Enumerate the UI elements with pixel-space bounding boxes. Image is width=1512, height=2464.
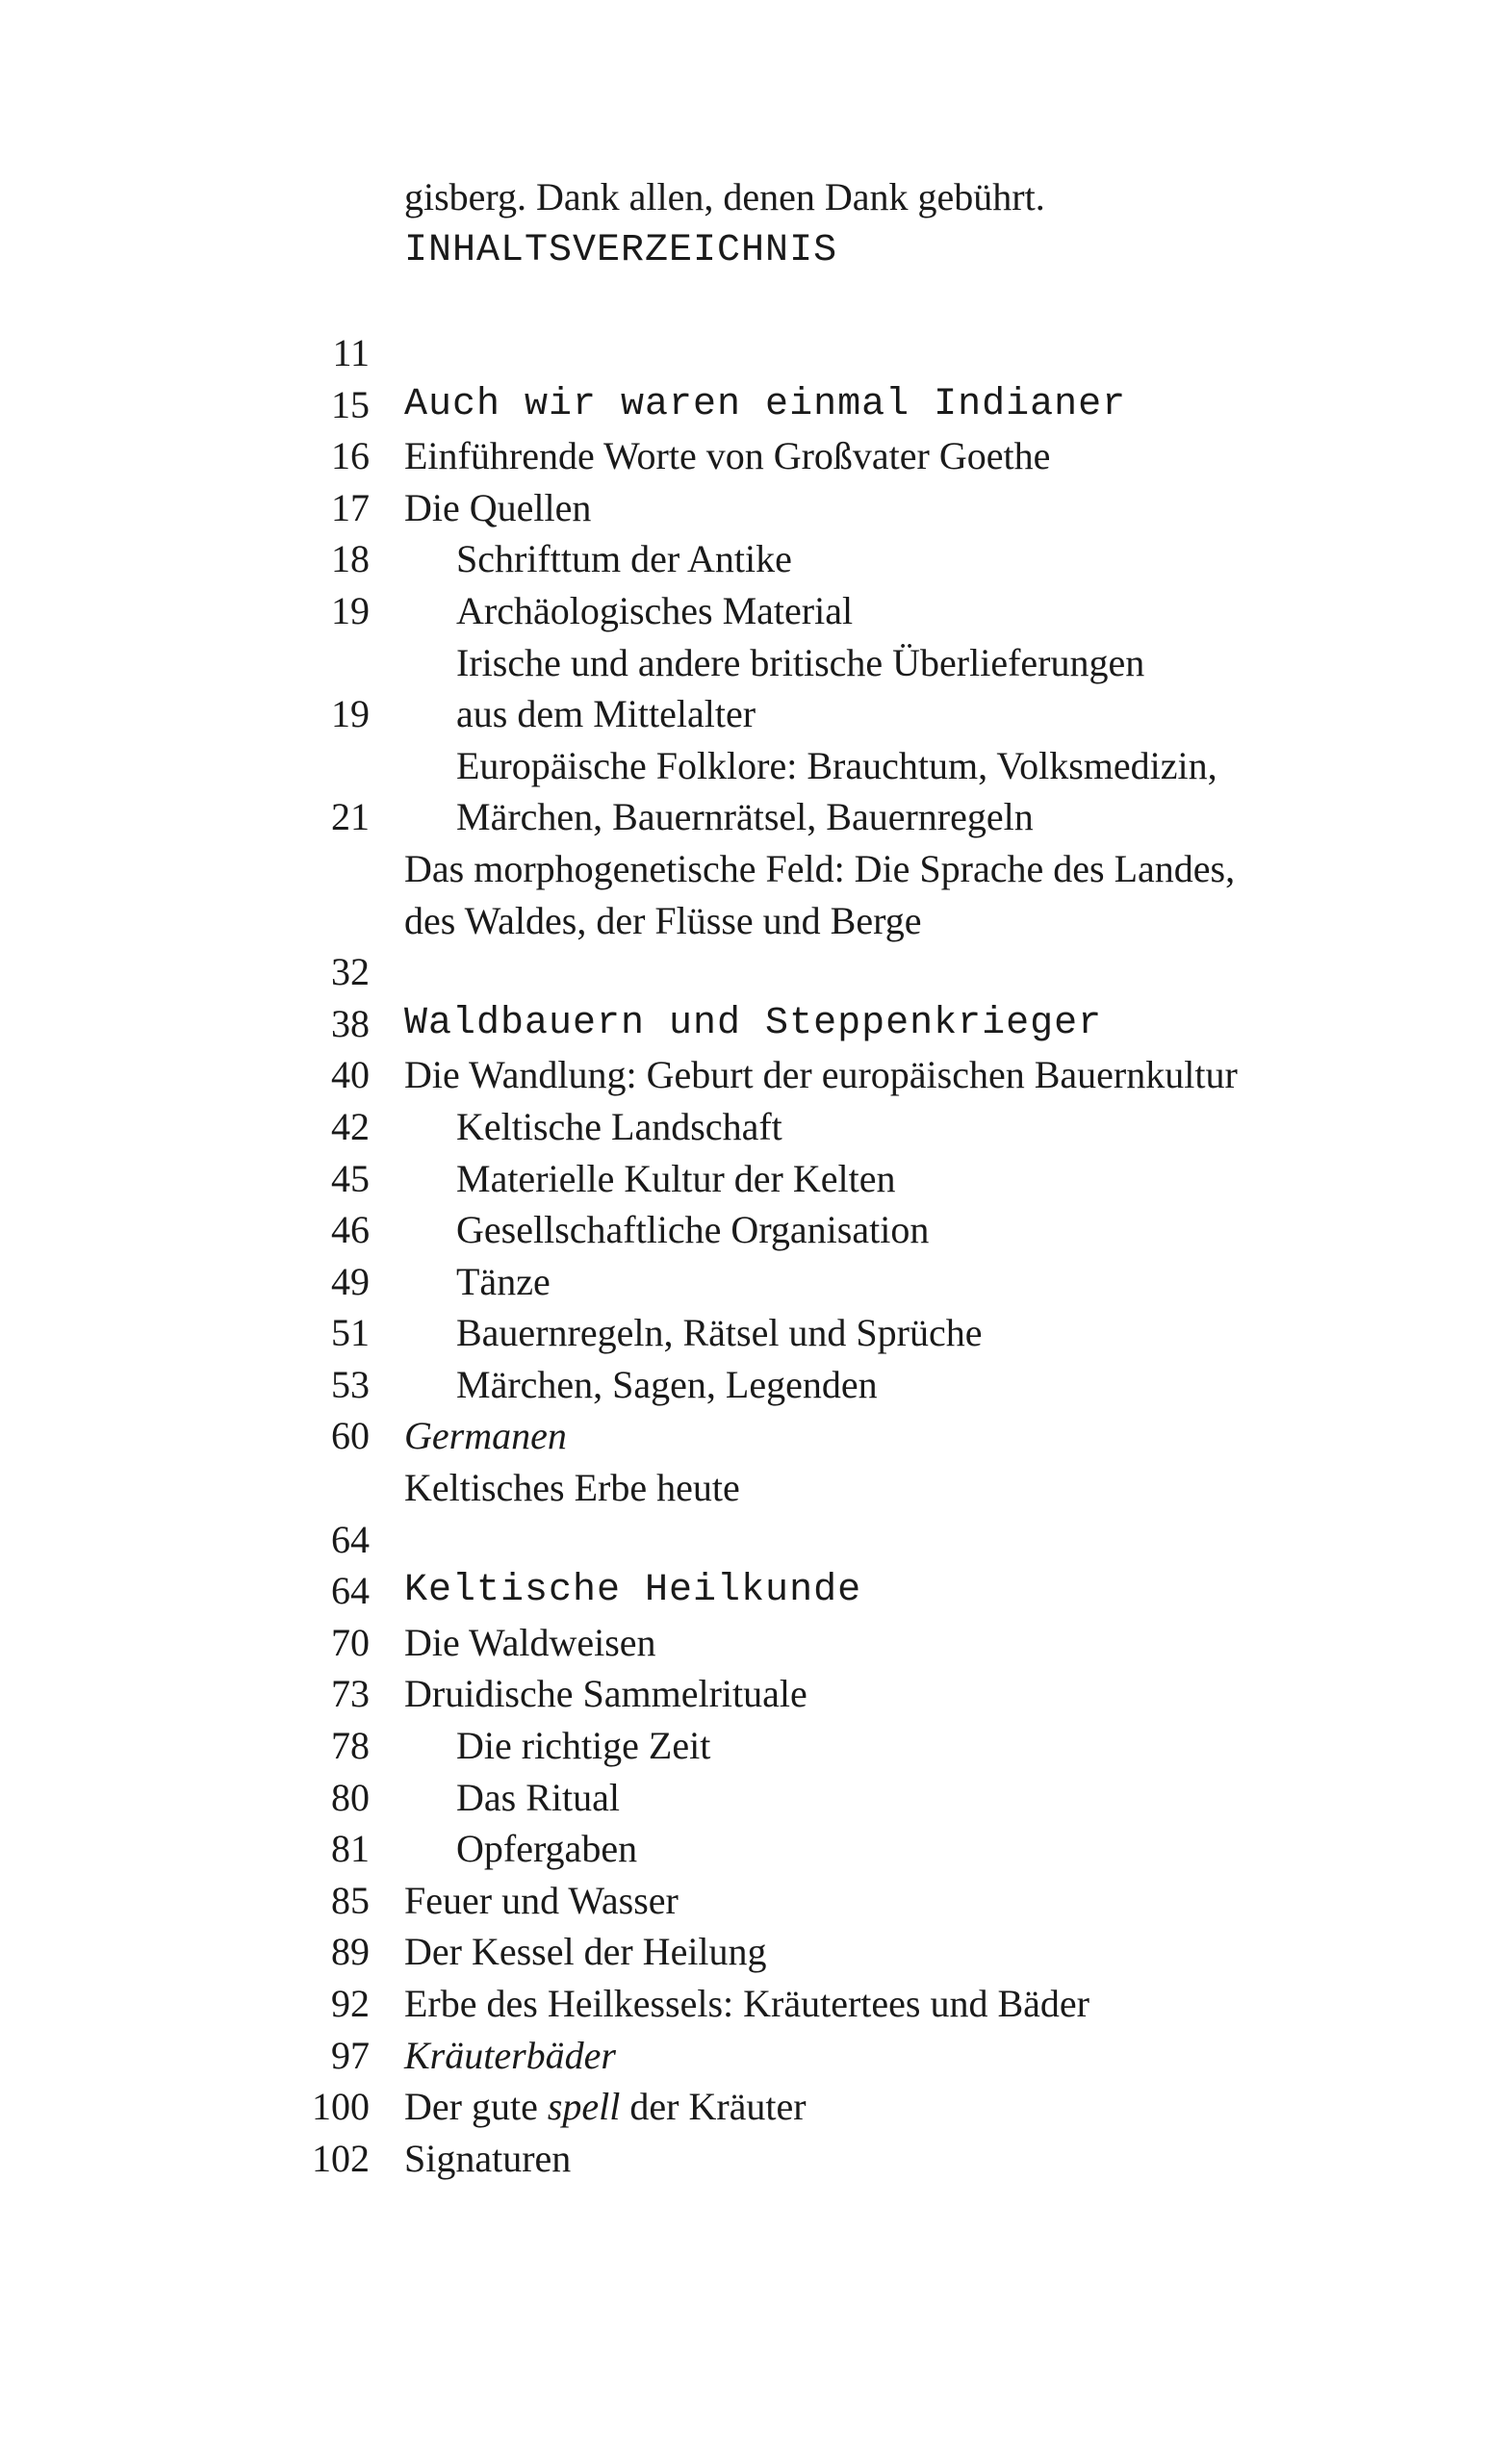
toc-page-number: 80 <box>331 1775 370 1819</box>
toc-entry-title: Materielle Kultur der Kelten <box>456 1156 896 1200</box>
toc-entry <box>269 533 1367 585</box>
toc-entry-title: Das Ritual <box>456 1775 620 1819</box>
toc-entry <box>269 1514 1367 1566</box>
toc-entry <box>269 843 1367 895</box>
toc-entry-title: Opfergaben <box>456 1827 638 1871</box>
toc-entry-title: Gesellschaftliche Organisation <box>456 1208 930 1252</box>
toc-entry-title: Kräuterbäder <box>404 2033 616 2077</box>
toc-page-number: 51 <box>331 1311 370 1355</box>
toc-entry <box>269 482 1367 534</box>
toc-page-number: 97 <box>331 2033 370 2077</box>
toc-page-number: 70 <box>331 1620 370 1664</box>
toc-entry-title: Druidische Sammelrituale <box>404 1672 807 1716</box>
toc-entry-title: Bauernregeln, Rätsel und Sprüche <box>456 1311 983 1355</box>
toc-page-number: 15 <box>331 382 370 426</box>
toc-entry <box>269 1256 1367 1308</box>
toc-entry <box>269 2081 1367 2133</box>
toc-entry <box>269 1926 1367 1978</box>
toc-entry <box>269 688 1367 740</box>
toc-page-number: 78 <box>331 1724 370 1768</box>
toc-page-number: 16 <box>331 434 370 478</box>
toc-page-number: 102 <box>312 2136 370 2180</box>
toc-entry-title: Erbe des Heilkessels: Kräutertees und Bäder <box>404 1982 1089 2025</box>
toc-entry-title: Einführende Worte von Großvater Goethe <box>404 434 1051 478</box>
table-of-contents <box>269 327 1367 2184</box>
toc-page-number: 73 <box>331 1672 370 1716</box>
toc-page-number: 38 <box>331 1001 370 1045</box>
toc-entry <box>269 1823 1367 1875</box>
toc-entry <box>269 1617 1367 1669</box>
toc-page-number: 85 <box>331 1878 370 1922</box>
toc-entry-title: Keltisches Erbe heute <box>404 1466 740 1510</box>
toc-entry <box>269 1720 1367 1772</box>
toc-entry <box>269 327 1367 379</box>
toc-page-number: 18 <box>331 537 370 581</box>
toc-entry-title-italic: spell <box>547 2085 621 2129</box>
toc-entry <box>269 1875 1367 1927</box>
toc-page-number: 64 <box>331 1517 370 1561</box>
toc-page-number: 53 <box>331 1362 370 1406</box>
toc-page-number: 92 <box>331 1982 370 2025</box>
toc-page-number: 19 <box>331 588 370 632</box>
toc-entry <box>269 895 1367 947</box>
toc-entry-title: Die Waldweisen <box>404 1620 656 1664</box>
toc-entry <box>269 1153 1367 1205</box>
toc-page-number: 46 <box>331 1208 370 1252</box>
toc-page-number: 49 <box>331 1259 370 1303</box>
toc-entry <box>269 1359 1367 1411</box>
toc-page-number: 100 <box>312 2085 370 2129</box>
toc-entry-title: Die Quellen <box>404 485 592 529</box>
toc-entry-title: Der Kessel der Heilung <box>404 1930 767 1974</box>
toc-entry-title: aus dem Mittelalter <box>456 692 756 736</box>
toc-entry <box>269 998 1367 1050</box>
toc-entry-title: Das morphogenetische Feld: Die Sprache des Landes, <box>404 846 1236 890</box>
toc-entry-title: Tänze <box>456 1259 551 1303</box>
intro-line: gisberg. Dank allen, denen Dank gebührt. <box>404 175 1045 218</box>
toc-entry <box>269 946 1367 998</box>
toc-entry-title: Märchen, Sagen, Legenden <box>456 1362 878 1406</box>
toc-page-number: 32 <box>331 950 370 994</box>
toc-entry <box>269 791 1367 843</box>
toc-entry-title: Die Wandlung: Geburt der europäischen Bauernkultur <box>404 1053 1238 1097</box>
toc-entry <box>269 2030 1367 2082</box>
toc-entry <box>269 1049 1367 1101</box>
toc-entry-title: Die richtige Zeit <box>456 1724 711 1768</box>
toc-entry-title: Keltische Heilkunde <box>404 1569 862 1613</box>
toc-page-number: 81 <box>331 1827 370 1871</box>
toc-entry-title: Germanen <box>404 1414 567 1458</box>
toc-entry <box>269 2133 1367 2185</box>
toc-entry <box>269 379 1367 431</box>
toc-entry-title: Europäische Folklore: Brauchtum, Volksmedizin, <box>456 743 1217 787</box>
toc-entry-title: Keltische Landschaft <box>456 1104 782 1148</box>
toc-entry-title <box>404 2081 807 2133</box>
toc-entry <box>269 637 1367 689</box>
toc-entry <box>269 1565 1367 1617</box>
toc-entry <box>269 585 1367 637</box>
toc-entry-title: Auch wir waren einmal Indianer <box>404 382 1127 426</box>
toc-entry <box>269 1462 1367 1514</box>
toc-page-number: 40 <box>331 1053 370 1097</box>
toc-entry <box>269 1668 1367 1720</box>
toc-entry-title: Märchen, Bauernrätsel, Bauernregeln <box>456 795 1034 839</box>
toc-page-number: 89 <box>331 1930 370 1974</box>
toc-entry-title: Irische und andere britische Überlieferungen <box>456 640 1145 684</box>
toc-entry <box>269 1978 1367 2030</box>
toc-entry <box>269 1307 1367 1359</box>
toc-entry <box>269 430 1367 482</box>
toc-entry-title-part: Der gute <box>404 2085 548 2129</box>
toc-page-number: 42 <box>331 1104 370 1148</box>
toc-entry <box>269 1204 1367 1256</box>
toc-page-number: 45 <box>331 1156 370 1200</box>
toc-entry <box>269 1772 1367 1824</box>
toc-entry-title: Signaturen <box>404 2136 572 2180</box>
toc-entry <box>269 1101 1367 1153</box>
toc-entry <box>269 1410 1367 1462</box>
toc-entry-title: des Waldes, der Flüsse und Berge <box>404 898 922 942</box>
toc-entry-title: Schrifttum der Antike <box>456 537 792 581</box>
toc-heading: INHALTSVERZEICHNIS <box>404 229 838 272</box>
toc-page-number: 60 <box>331 1414 370 1458</box>
toc-page-number: 17 <box>331 485 370 529</box>
toc-entry-title: Waldbauern und Steppenkrieger <box>404 1001 1103 1045</box>
toc-entry-title-part: der Kräuter <box>620 2085 807 2129</box>
toc-page-number: 64 <box>331 1569 370 1613</box>
toc-page-number: 11 <box>332 331 370 374</box>
toc-entry-title: Feuer und Wasser <box>404 1878 679 1922</box>
toc-entry <box>269 740 1367 792</box>
toc-page-number: 19 <box>331 692 370 736</box>
toc-page-number: 21 <box>331 795 370 839</box>
toc-entry-title: Archäologisches Material <box>456 588 854 632</box>
